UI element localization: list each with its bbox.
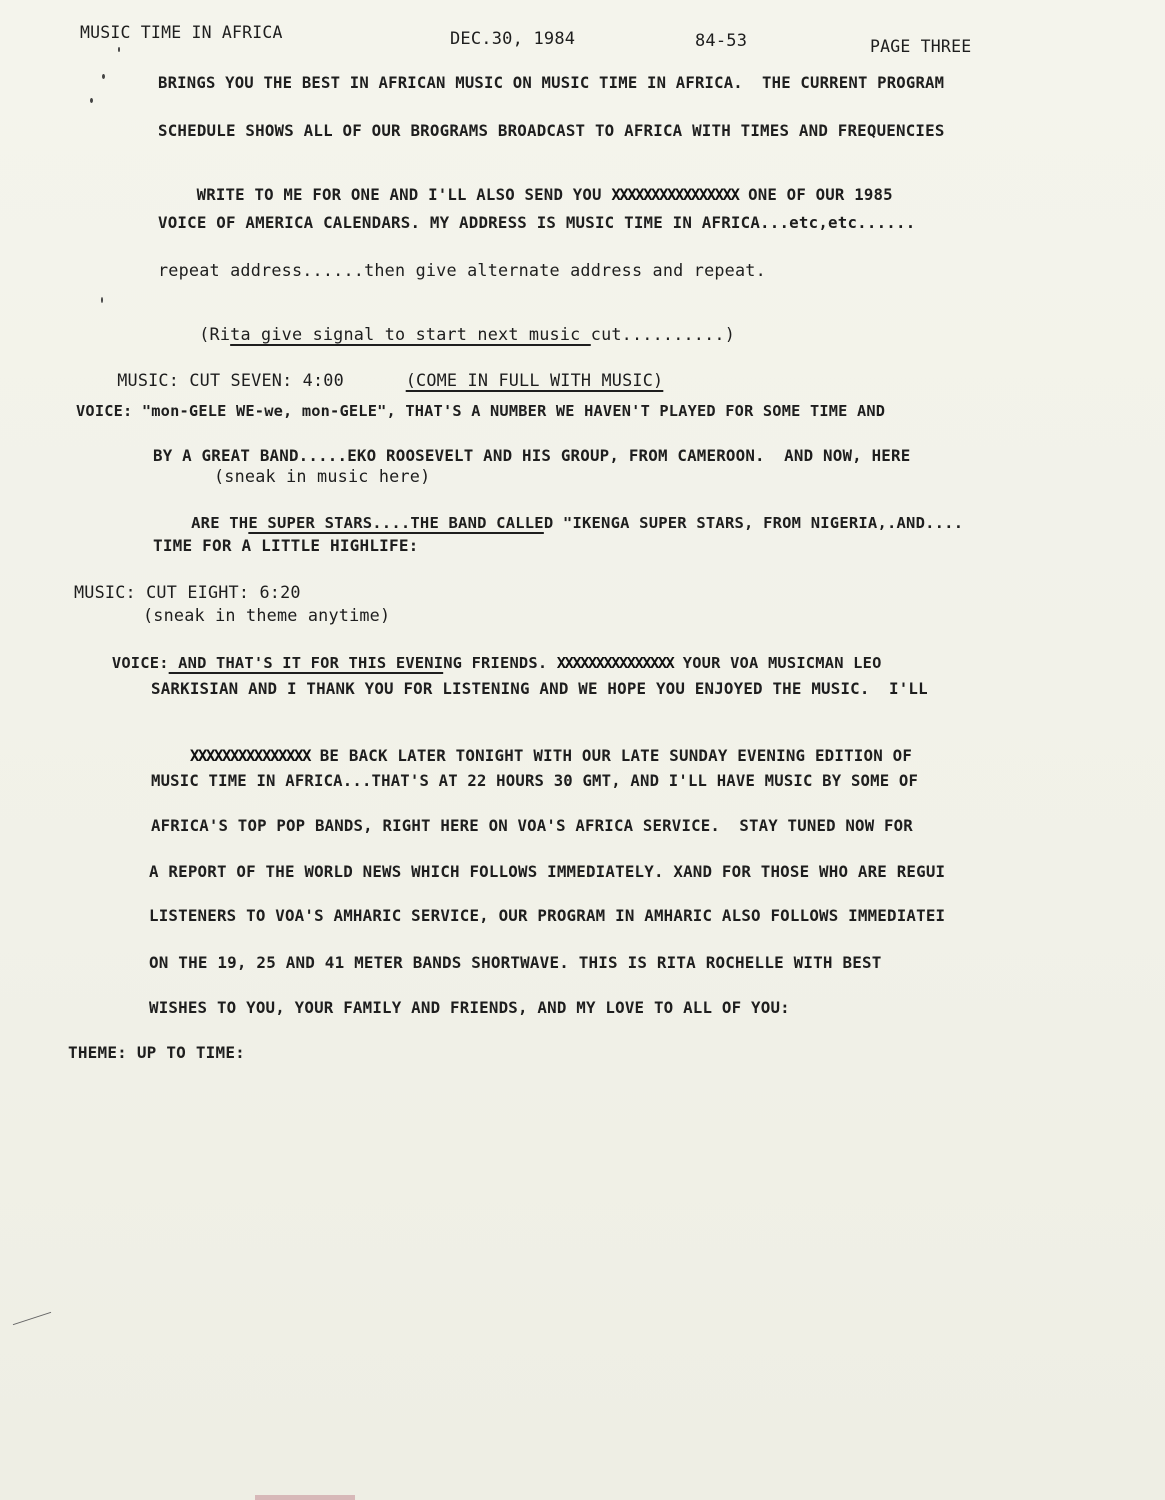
text-line: VOICE OF AMERICA CALENDARS. MY ADDRESS IS MUSIC TIME IN AFRICA...etc,etc...... [158, 213, 916, 232]
voice-line: VOICE: "mon-GELE WE-we, mon-GELE", THAT'S A NUMBER WE HAVEN'T PLAYED FOR SOME TIME AND [76, 402, 886, 420]
strikeout-text: XXXXXXXXXXXXXXX [556, 654, 674, 672]
paper-smudge [255, 1495, 355, 1500]
text-line: LISTENERS TO VOA'S AMHARIC SERVICE, OUR PROGRAM IN AMHARIC ALSO FOLLOWS IMMEDIATEI [149, 906, 946, 925]
text-line: repeat address......then give alternate address and repeat. [158, 260, 766, 280]
paper-mark [118, 47, 120, 52]
underlined-text: E SUPER STARS....THE BAND CALLE [248, 514, 544, 532]
theme-cue: THEME: UP TO TIME: [68, 1043, 245, 1062]
text-line: SARKISIAN AND I THANK YOU FOR LISTENING AND WE HOPE YOU ENJOYED THE MUSIC. I'LL [151, 679, 928, 698]
text-line: BY A GREAT BAND.....EKO ROOSEVELT AND HIS GROUP, FROM CAMEROON. AND NOW, HERE [153, 446, 911, 465]
strikeout-text: XXXXXXXXXXXXXXXX [611, 185, 739, 204]
text-line: WISHES TO YOU, YOUR FAMILY AND FRIENDS, AND MY LOVE TO ALL OF YOU: [149, 998, 790, 1017]
text-segment: (Ri [199, 324, 231, 344]
text-line: ON THE 19, 25 AND 41 METER BANDS SHORTWAVE. THIS IS RITA ROCHELLE WITH BEST [149, 953, 882, 972]
paper-mark [101, 297, 103, 303]
header-number: 84-53 [695, 31, 748, 51]
text-segment: cut..........) [590, 324, 736, 344]
stage-note: (sneak in theme anytime) [143, 605, 391, 625]
text-line: A REPORT OF THE WORLD NEWS WHICH FOLLOWS IMMEDIATELY. XAND FOR THOSE WHO ARE REGUI [149, 862, 946, 881]
text-segment: MUSIC: CUT SEVEN: 4:00 [117, 370, 406, 390]
header-program: MUSIC TIME IN AFRICA [80, 23, 283, 42]
stage-note: (sneak in music here) [214, 466, 431, 486]
header-page: PAGE THREE [870, 37, 972, 56]
header-date: DEC.30, 1984 [450, 29, 576, 49]
underlined-text: (COME IN FULL WITH MUSIC) [405, 370, 664, 390]
text-line: TIME FOR A LITTLE HIGHLIFE: [153, 536, 419, 555]
paper-mark [102, 74, 105, 79]
text-line: MUSIC TIME IN AFRICA...THAT'S AT 22 HOURS 30 GMT, AND I'LL HAVE MUSIC BY SOME OF [151, 772, 919, 790]
underlined-text: ta give signal to start next music [230, 324, 591, 344]
paper-mark [90, 98, 93, 103]
paper-mark [13, 1312, 51, 1325]
text-segment: ONE OF OUR 1985 [738, 185, 893, 204]
text-segment: WRITE TO ME FOR ONE AND I'LL ALSO SEND YOU [196, 185, 612, 204]
music-cue: MUSIC: CUT EIGHT: 6:20 [74, 582, 301, 602]
text-segment: ARE TH [191, 514, 249, 532]
strikeout-text: XXXXXXXXXXXXXXX [189, 746, 311, 765]
text-line: BRINGS YOU THE BEST IN AFRICAN MUSIC ON MUSIC TIME IN AFRICA. THE CURRENT PROGRAM [158, 74, 945, 92]
text-segment: YOUR VOA MUSICMAN LEO [673, 654, 882, 672]
text-segment: VOICE: [111, 654, 169, 672]
text-line: AFRICA'S TOP POP BANDS, RIGHT HERE ON VOA'S AFRICA SERVICE. STAY TUNED NOW FOR [151, 816, 913, 835]
text-segment: D "IKENGA SUPER STARS, FROM NIGERIA,.AND.... [543, 514, 964, 532]
text-segment: NG FRIENDS. [443, 654, 557, 672]
text-segment: BE BACK LATER TONIGHT WITH OUR LATE SUNDAY EVENING EDITION OF [310, 746, 913, 765]
text-line: SCHEDULE SHOWS ALL OF OUR BROGRAMS BROADCAST TO AFRICA WITH TIMES AND FREQUENCIES [158, 121, 945, 140]
underlined-text: AND THAT'S IT FOR THIS EVENI [168, 654, 444, 672]
